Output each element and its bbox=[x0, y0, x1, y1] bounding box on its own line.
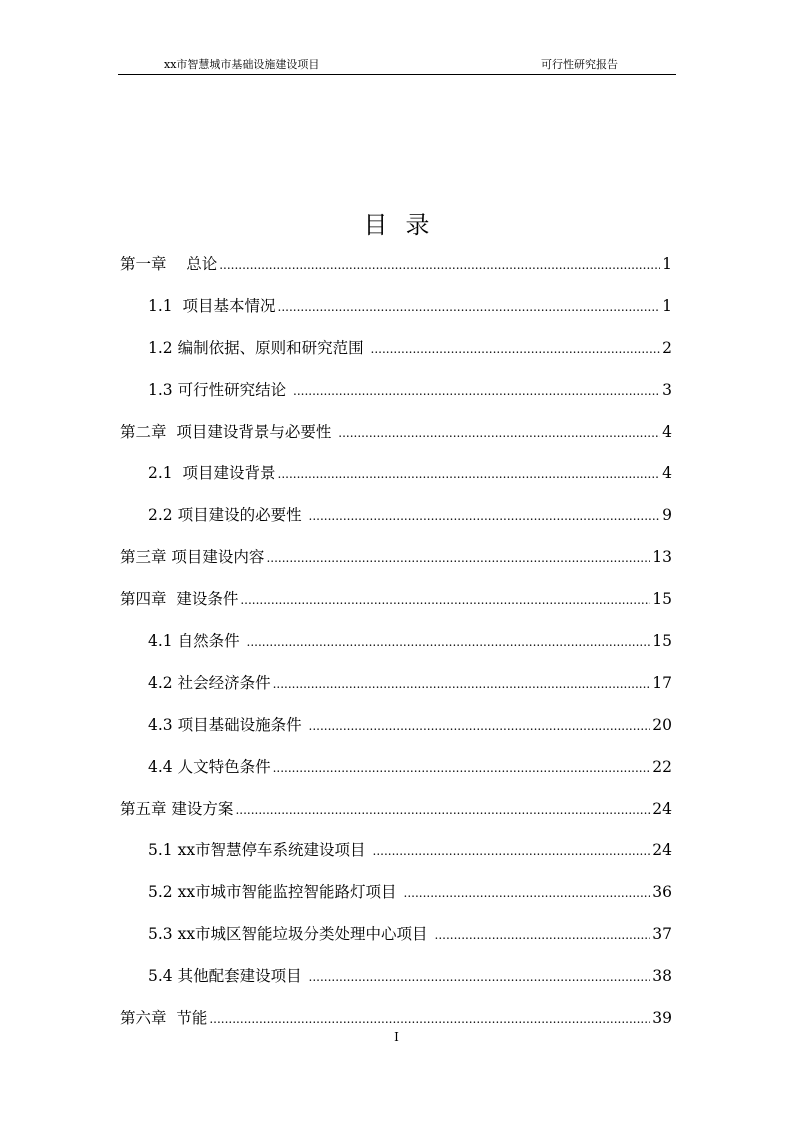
toc-entry[interactable] bbox=[120, 378, 672, 420]
header-report-type: 可行性研究报告 bbox=[541, 58, 618, 71]
toc-entry-page: 4 bbox=[662, 464, 672, 483]
toc-entry[interactable] bbox=[120, 420, 672, 462]
toc-entry-label: 1.3 可行性研究结论 bbox=[148, 380, 292, 399]
toc-entry[interactable] bbox=[120, 755, 672, 797]
toc-entry[interactable] bbox=[120, 838, 672, 880]
toc-entry-label: 第三章 项目建设内容 bbox=[120, 548, 265, 567]
toc-leader-dots bbox=[209, 1012, 650, 1026]
toc-leader-dots bbox=[309, 970, 651, 984]
toc-entry-label: 1.2 编制依据、原则和研究范围 bbox=[148, 338, 369, 357]
toc-entry-label: 第四章 建设条件 bbox=[120, 590, 239, 609]
toc-leader-dots bbox=[278, 467, 661, 481]
toc-leader-dots bbox=[240, 593, 650, 607]
toc-entry[interactable] bbox=[120, 713, 672, 755]
toc-entry-label: 5.2 xx市城市智能监控智能路灯项目 bbox=[148, 883, 402, 902]
toc-entry-page: 3 bbox=[662, 380, 672, 399]
toc-entry[interactable] bbox=[120, 587, 672, 629]
toc-leader-dots bbox=[273, 761, 651, 775]
toc-entry-label: 2.1 项目建设背景 bbox=[148, 464, 276, 483]
toc-entry[interactable] bbox=[120, 880, 672, 922]
toc-entry-page: 1 bbox=[662, 296, 672, 315]
toc-entry-page: 9 bbox=[662, 506, 672, 525]
toc-entry-page: 39 bbox=[652, 1009, 672, 1028]
toc-entry-page: 2 bbox=[662, 338, 672, 357]
toc-leader-dots bbox=[219, 258, 660, 272]
toc-leader-dots bbox=[309, 719, 651, 733]
toc-entry[interactable] bbox=[120, 629, 672, 671]
toc-leader-dots bbox=[266, 551, 650, 565]
toc-entry-label: 4.2 社会经济条件 bbox=[148, 673, 271, 692]
toc-entry[interactable] bbox=[120, 922, 672, 964]
toc-entry-label: 5.4 其他配套建设项目 bbox=[148, 967, 307, 986]
toc-entry-label: 4.3 项目基础设施条件 bbox=[148, 715, 307, 734]
toc-leader-dots bbox=[404, 886, 651, 900]
table-of-contents bbox=[120, 252, 672, 1048]
toc-leader-dots bbox=[435, 928, 651, 942]
toc-entry-label: 第五章 建设方案 bbox=[120, 799, 234, 818]
header-project-name: xx市智慧城市基础设施建设项目 bbox=[164, 58, 320, 71]
toc-leader-dots bbox=[273, 677, 651, 691]
toc-entry-label: 2.2 项目建设的必要性 bbox=[148, 506, 307, 525]
toc-entry[interactable] bbox=[120, 336, 672, 378]
toc-leader-dots bbox=[338, 426, 660, 440]
toc-entry-label: 第一章 总论 bbox=[120, 255, 218, 273]
toc-entry-page: 13 bbox=[652, 548, 672, 567]
toc-leader-dots bbox=[247, 635, 651, 649]
toc-entry-page: 36 bbox=[652, 883, 672, 902]
toc-entry[interactable] bbox=[120, 294, 672, 336]
toc-leader-dots bbox=[371, 342, 661, 356]
toc-entry-label: 5.1 xx市智慧停车系统建设项目 bbox=[148, 841, 371, 860]
toc-entry-label: 1.1 项目基本情况 bbox=[148, 296, 276, 315]
toc-leader-dots bbox=[278, 300, 661, 314]
toc-entry-page: 4 bbox=[662, 422, 672, 441]
toc-entry-page: 38 bbox=[652, 967, 672, 986]
toc-entry-page: 22 bbox=[652, 757, 672, 776]
toc-entry[interactable] bbox=[120, 252, 672, 294]
toc-entry-page: 15 bbox=[652, 632, 672, 651]
toc-entry-page: 37 bbox=[652, 925, 672, 944]
toc-entry[interactable] bbox=[120, 671, 672, 713]
toc-entry[interactable] bbox=[120, 964, 672, 1006]
toc-entry[interactable] bbox=[120, 503, 672, 545]
toc-entry-page: 24 bbox=[652, 841, 672, 860]
toc-entry-label: 第二章 项目建设背景与必要性 bbox=[120, 422, 337, 441]
toc-leader-dots bbox=[309, 509, 661, 523]
toc-entry-label: 4.4 人文特色条件 bbox=[148, 757, 271, 776]
toc-leader-dots bbox=[373, 844, 651, 858]
toc-entry-label: 4.1 自然条件 bbox=[148, 632, 245, 651]
toc-entry-page: 24 bbox=[652, 799, 672, 818]
toc-leader-dots bbox=[235, 803, 650, 817]
toc-entry-label: 5.3 xx市城区智能垃圾分类处理中心项目 bbox=[148, 925, 433, 944]
page-header bbox=[118, 54, 676, 75]
toc-entry-page: 1 bbox=[662, 255, 672, 273]
toc-entry-page: 15 bbox=[652, 590, 672, 609]
toc-entry-label: 第六章 节能 bbox=[120, 1009, 208, 1028]
toc-entry[interactable] bbox=[120, 461, 672, 503]
toc-entry-page: 20 bbox=[652, 715, 672, 734]
toc-leader-dots bbox=[293, 384, 660, 398]
toc-title: 目录 bbox=[363, 211, 448, 239]
toc-entry[interactable] bbox=[120, 797, 672, 839]
page-number: I bbox=[394, 1030, 399, 1044]
toc-entry[interactable] bbox=[120, 545, 672, 587]
toc-entry-page: 17 bbox=[652, 673, 672, 692]
